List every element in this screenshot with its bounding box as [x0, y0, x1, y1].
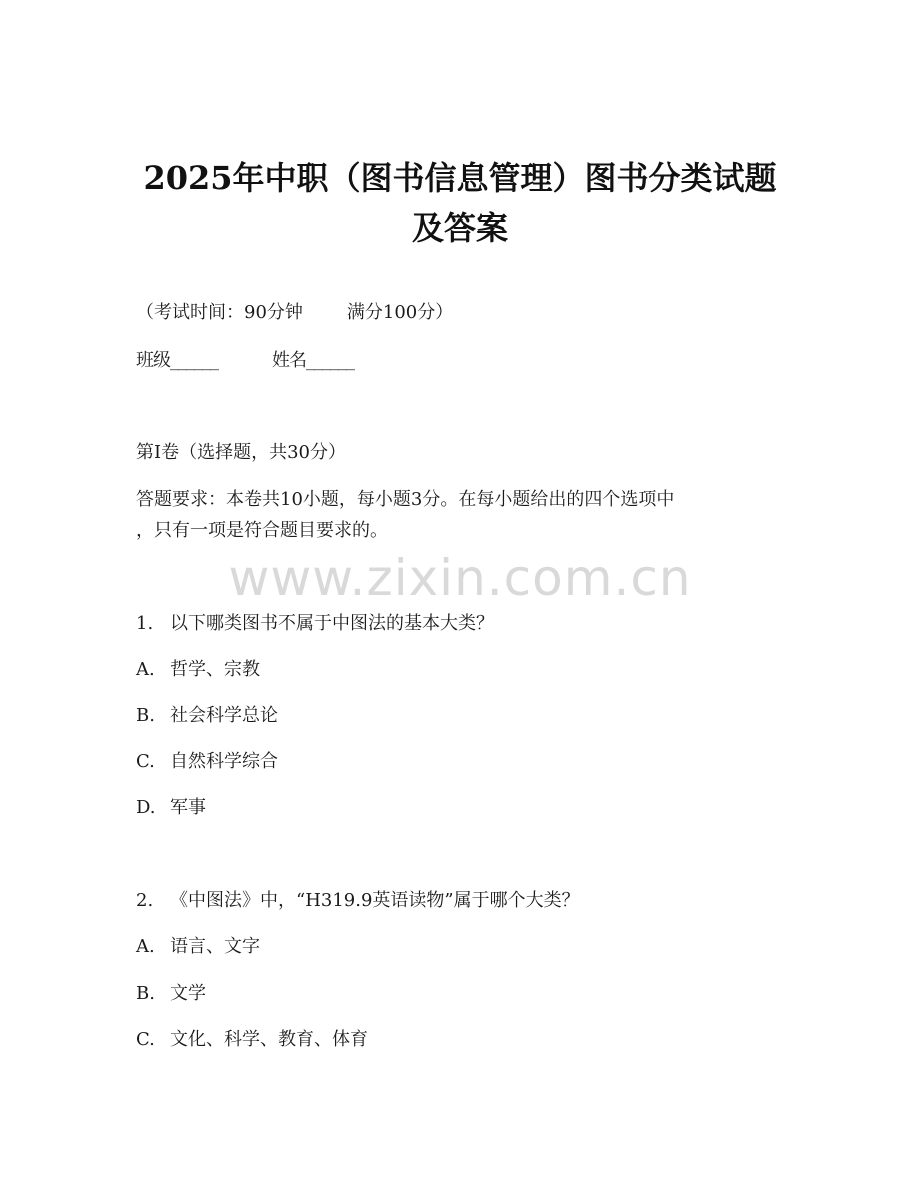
option-text: 军事 [170, 797, 206, 818]
student-info-row [136, 351, 354, 371]
question-1-option-d [136, 798, 206, 818]
question-1-option-a [136, 660, 260, 680]
question-number: 1. [136, 613, 154, 634]
option-text: 文化、科学、教育、体育 [170, 1029, 368, 1050]
document-title-line-1: 2025年中职（图书信息管理）图书分类试题 [143, 159, 777, 197]
full-score: 满分100分） [346, 302, 454, 323]
option-text: 自然科学综合 [170, 751, 278, 772]
option-text: 语言、文字 [170, 936, 260, 957]
option-letter: C. [136, 1029, 155, 1050]
option-letter: B. [136, 983, 155, 1004]
option-letter: A. [136, 659, 155, 680]
question-1-option-c [136, 752, 278, 772]
question-number: 2. [136, 890, 154, 911]
question-1 [136, 614, 494, 634]
question-2-option-c [136, 1030, 368, 1050]
class-field: 班级______ [136, 350, 218, 371]
name-field: 姓名______ [272, 350, 354, 371]
section-title: 第I卷（选择题，共30分） [136, 442, 347, 463]
question-text: 《中图法》中，“H319.9英语读物”属于哪个大类？ [170, 890, 580, 911]
question-1-option-b [136, 706, 278, 726]
option-letter: D. [136, 797, 156, 818]
option-text: 文学 [170, 983, 206, 1004]
option-text: 哲学、宗教 [170, 659, 260, 680]
exam-info [136, 303, 453, 323]
document-title-line-2: 及答案 [411, 209, 508, 247]
question-text: 以下哪类图书不属于中图法的基本大类？ [170, 613, 494, 634]
option-text: 社会科学总论 [170, 705, 278, 726]
instructions-line-1: 答题要求：本卷共10小题，每小题3分。在每小题给出的四个选项中 [136, 489, 675, 510]
exam-time: （考试时间：90分钟 [136, 302, 303, 323]
question-2-option-a [136, 937, 260, 957]
option-letter: B. [136, 705, 155, 726]
watermark: www.zixin.com.cn [228, 549, 692, 607]
question-2 [136, 891, 580, 911]
option-letter: C. [136, 751, 155, 772]
question-2-option-b [136, 984, 206, 1004]
instructions-line-2: ，只有一项是符合题目要求的。 [136, 520, 388, 541]
option-letter: A. [136, 936, 155, 957]
